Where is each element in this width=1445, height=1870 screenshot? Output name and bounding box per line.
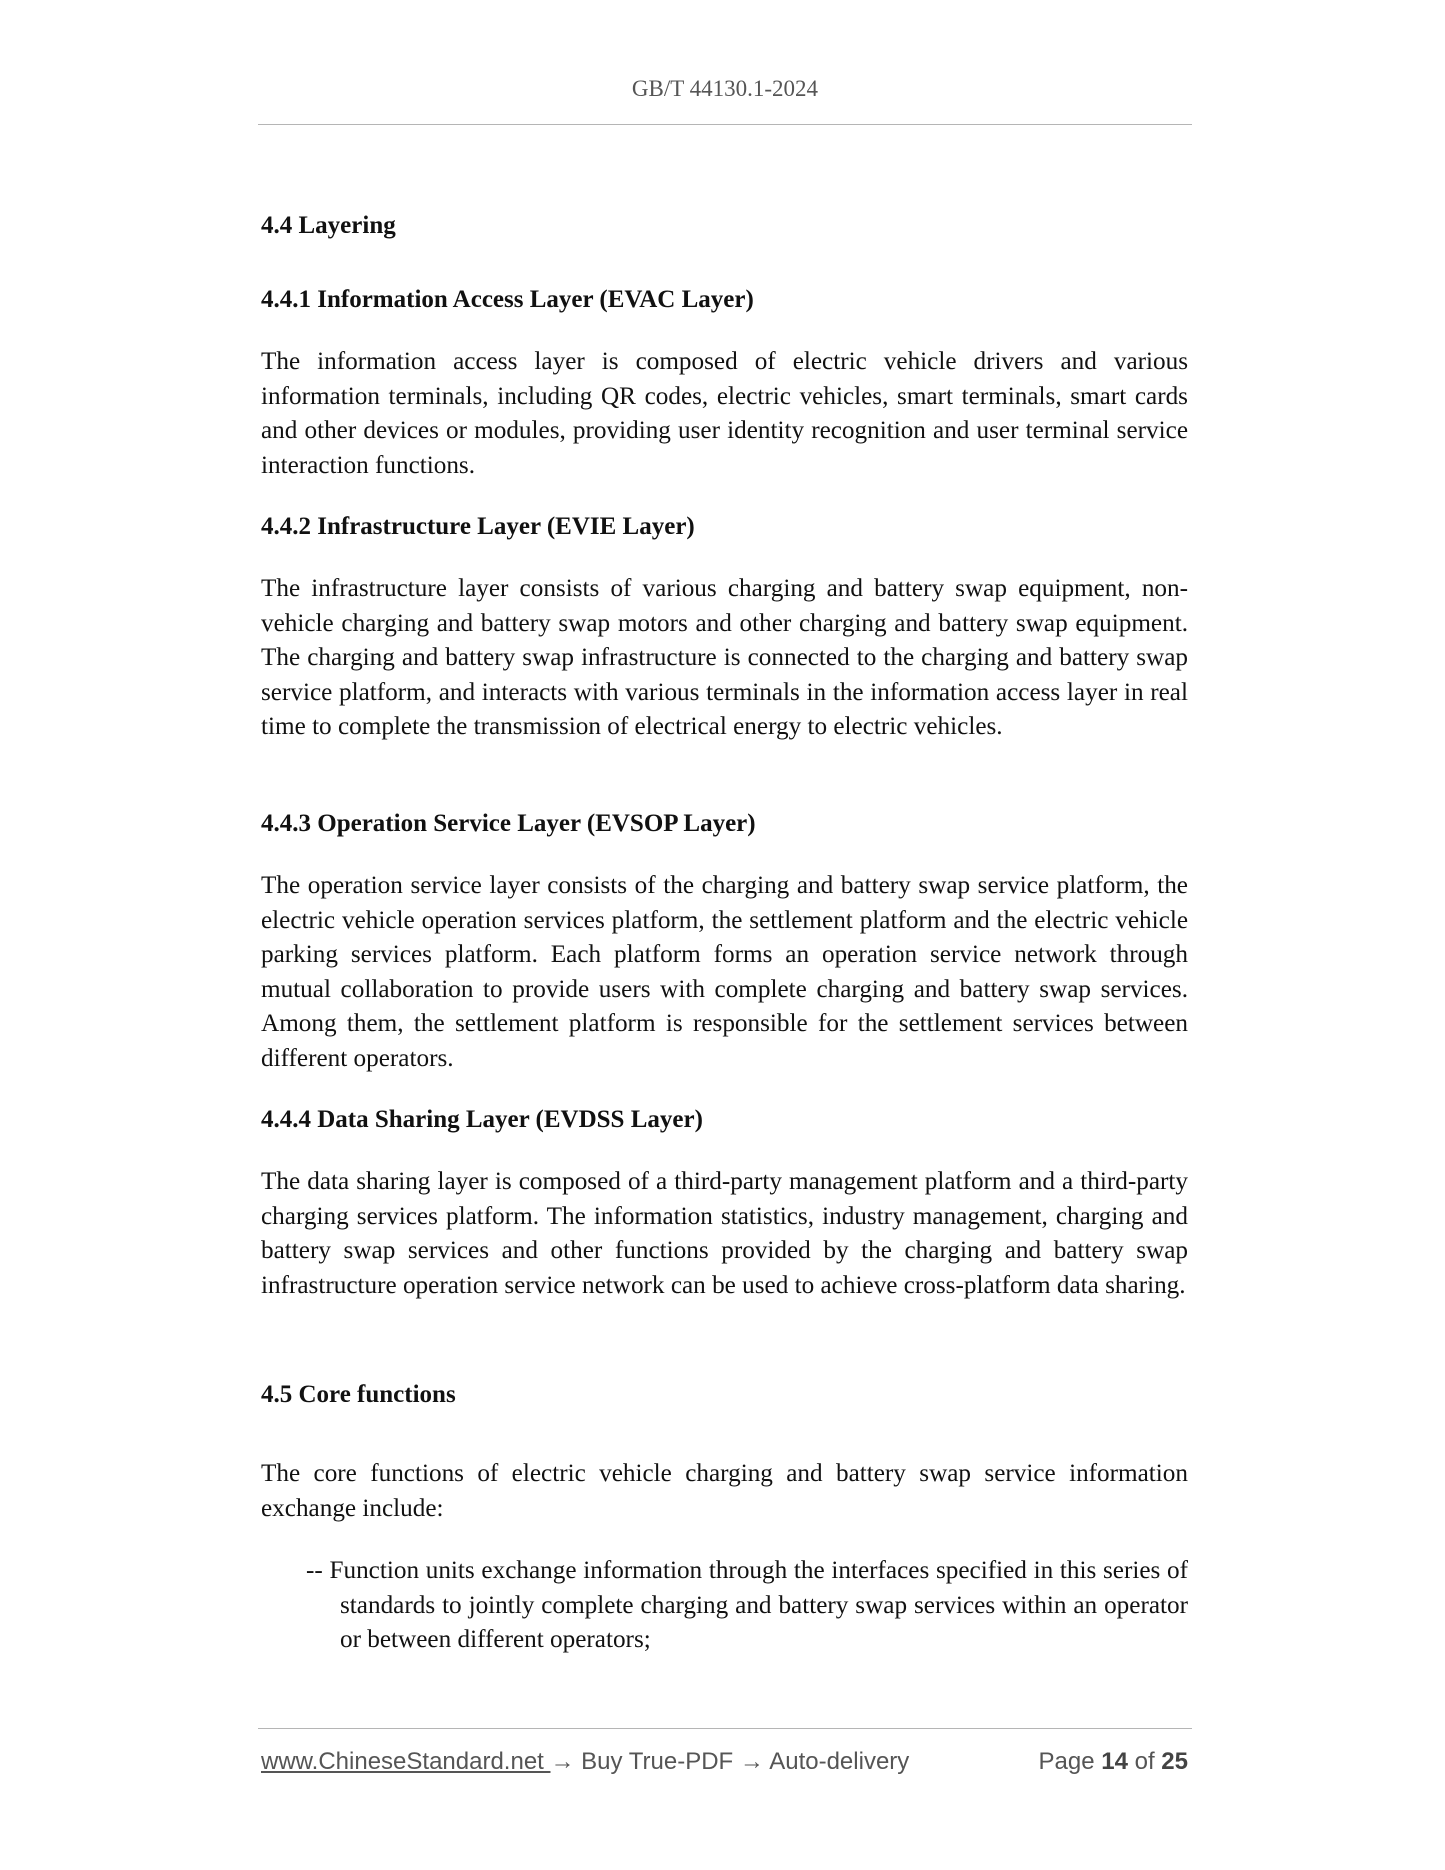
auto-delivery-label: Auto-delivery bbox=[763, 1748, 910, 1775]
page-total: 25 bbox=[1161, 1748, 1188, 1775]
paragraph-4-4-2: The infrastructure layer consists of various charging and battery swap equipment, non-vehicle charging and battery swap motors and other charging and battery swap equipment. The charging and battery swap infrastructure is connected to the charging and battery swap service platform, and interacts with various terminals in the information access layer in real time to complete the transmission of electrical energy to electric vehicles. bbox=[261, 575, 1188, 741]
arrow-right-icon: → bbox=[550, 1748, 575, 1775]
website-link[interactable]: www.ChineseStandard.net bbox=[261, 1748, 551, 1775]
paragraph-4-5: The core functions of electric vehicle charging and battery swap service information exchange include: bbox=[261, 1460, 1188, 1522]
page-indicator bbox=[1039, 1748, 1188, 1776]
arrow-right-icon: → bbox=[739, 1748, 764, 1775]
section-heading-4-4-1: 4.4.1 Information Access Layer (EVAC Layer) bbox=[261, 286, 754, 313]
section-heading-4-5: 4.5 Core functions bbox=[261, 1381, 456, 1408]
footer-links bbox=[261, 1748, 909, 1776]
paragraph-4-4-4: The data sharing layer is composed of a third-party management platform and a third-party charging services platform. The information statistics, industry management, charging and battery swap services and other functions provided by the charging and battery swap infrastructure operation service network can be used to achieve cross-platform data sharing. bbox=[261, 1168, 1188, 1299]
footer-divider bbox=[258, 1728, 1192, 1729]
page-number: 14 bbox=[1101, 1748, 1128, 1775]
section-heading-4-4-2: 4.4.2 Infrastructure Layer (EVIE Layer) bbox=[261, 513, 695, 540]
section-heading-4-4: 4.4 Layering bbox=[261, 212, 396, 239]
section-heading-4-4-3: 4.4.3 Operation Service Layer (EVSOP Layer) bbox=[261, 810, 756, 837]
section-heading-4-4-4: 4.4.4 Data Sharing Layer (EVDSS Layer) bbox=[261, 1106, 703, 1133]
paragraph-4-4-1: The information access layer is composed of electric vehicle drivers and various information terminals, including QR codes, electric vehicles, smart terminals, smart cards and other devices or modules, providing user identity recognition and user terminal service interaction functions. bbox=[261, 348, 1188, 479]
of-label: of bbox=[1127, 1748, 1162, 1775]
buy-true-pdf-label: Buy True-PDF bbox=[574, 1748, 740, 1775]
header-divider bbox=[258, 124, 1192, 125]
list-item: -- Function units exchange information through the interfaces specified in this series of standards to jointly complete charging and battery swap services within an operator or between different operators; bbox=[306, 1557, 1188, 1654]
paragraph-4-4-3: The operation service layer consists of the charging and battery swap service platform, the electric vehicle operation services platform, the settlement platform and the electric vehicle parking services platform. Each platform forms an operation service network through mutual collaboration to provide users with complete charging and battery swap services. Among them, the settlement platform is responsible for the settlement services between different operators. bbox=[261, 872, 1188, 1072]
document-header: GB/T 44130.1-2024 bbox=[631, 76, 819, 101]
page-label: Page bbox=[1038, 1748, 1102, 1775]
